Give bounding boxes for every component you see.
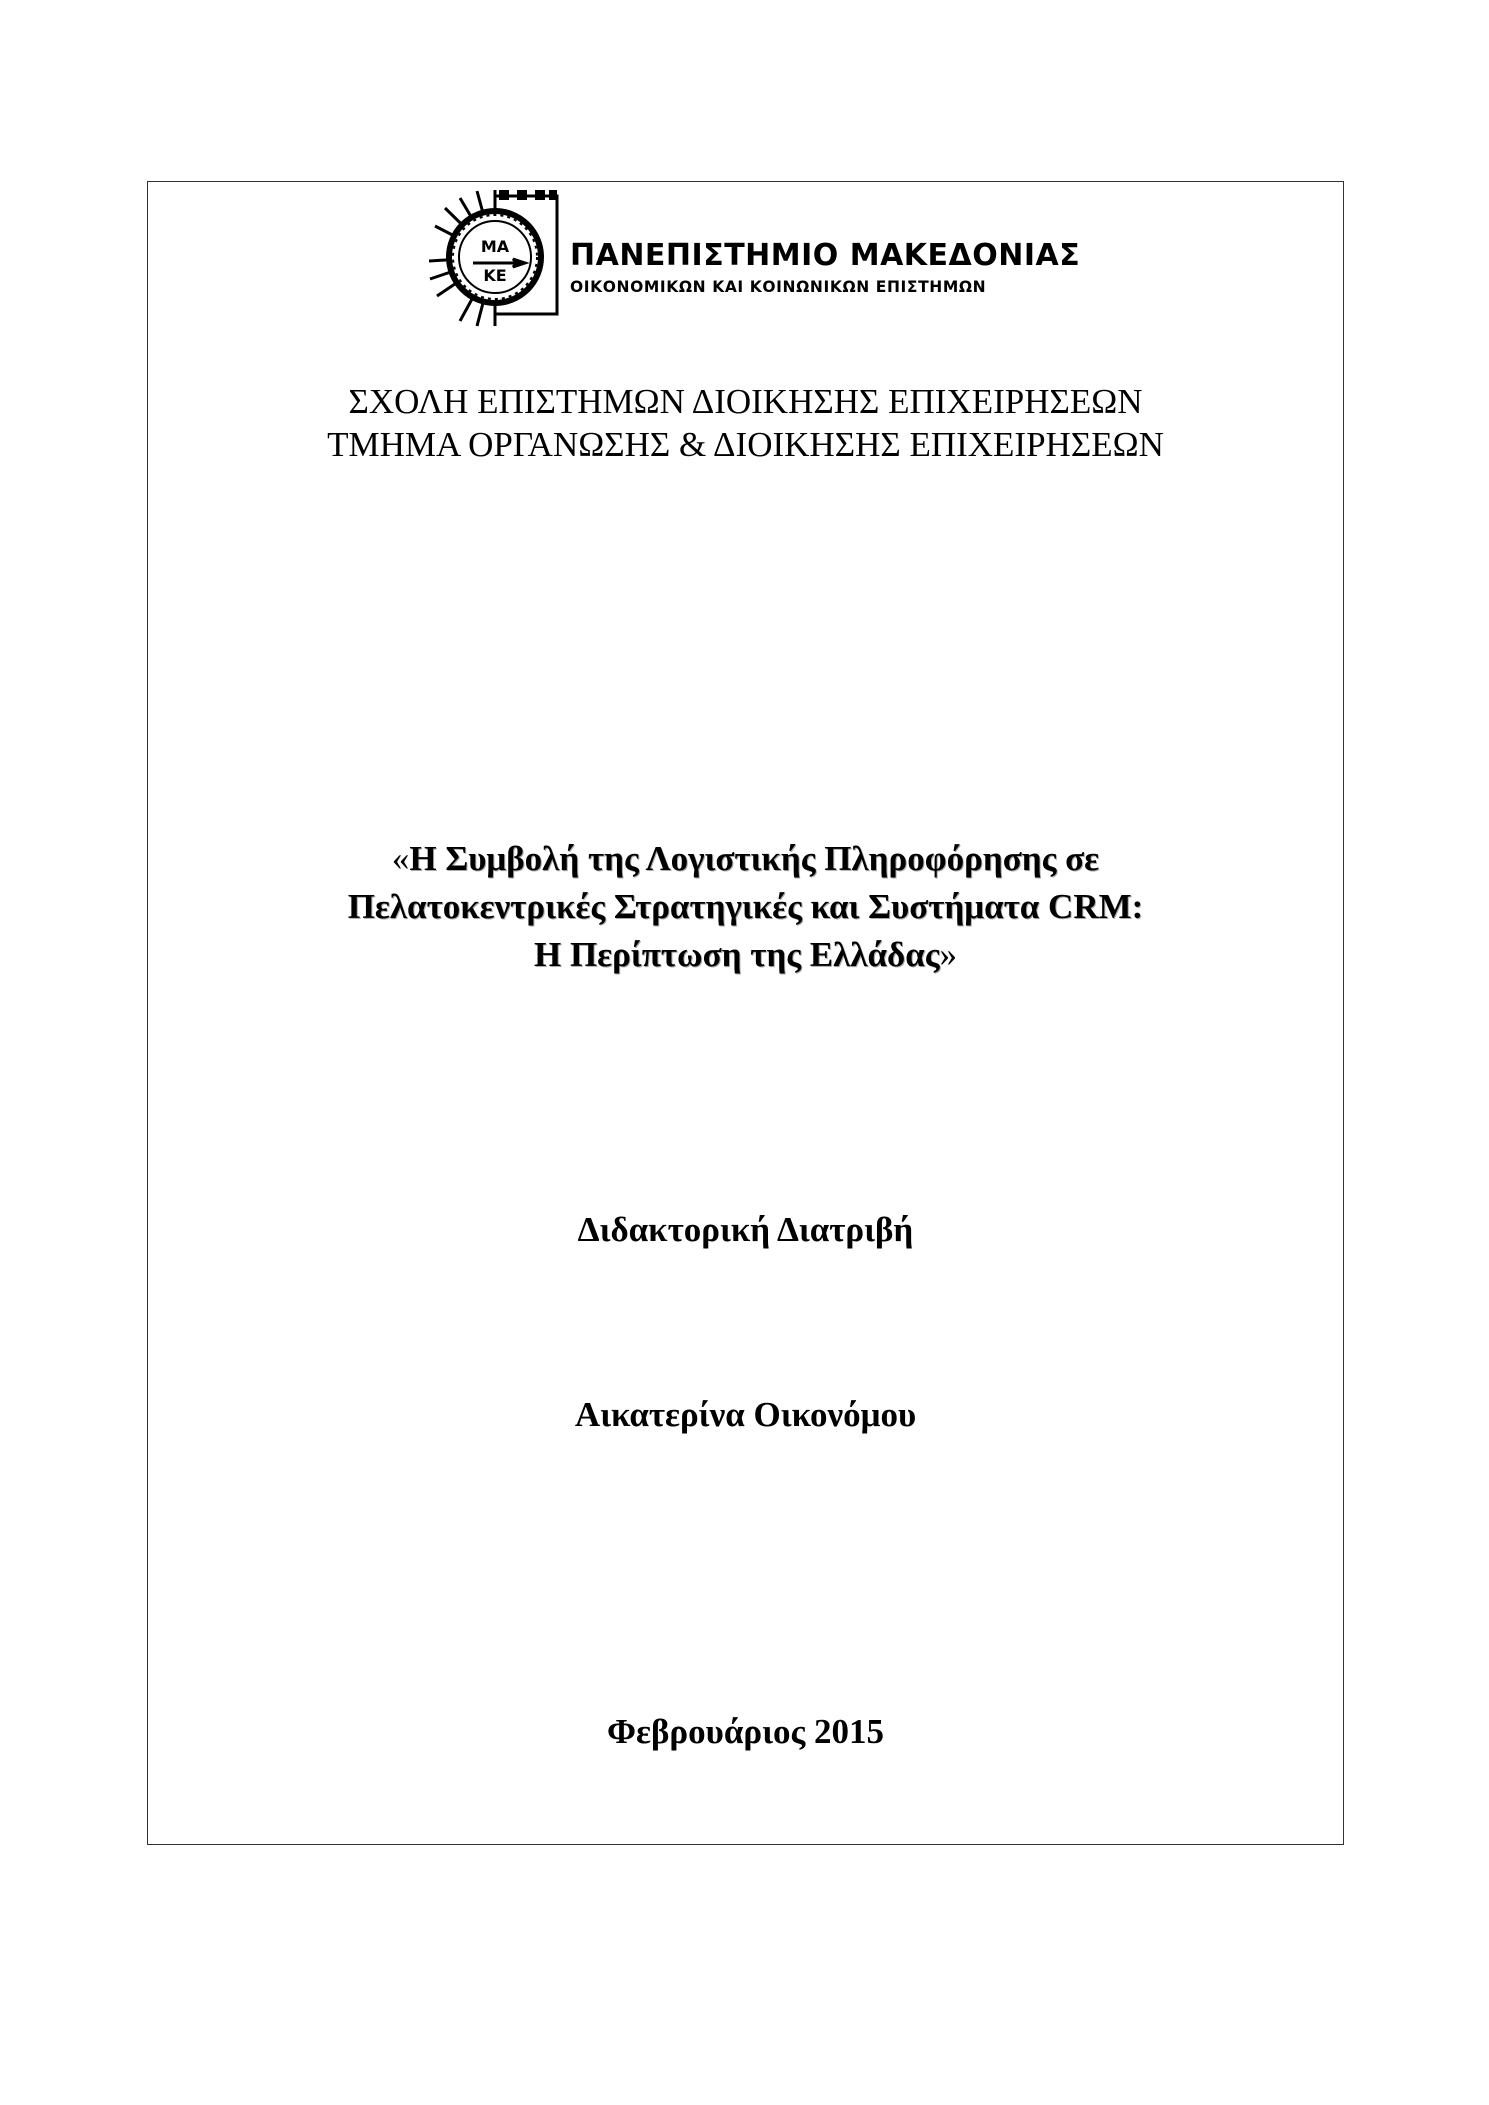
thesis-title-line-1: Η Συμβολή της Λογιστικής Πληροφόρησης σε [409, 839, 1100, 878]
university-seal-icon [425, 186, 565, 328]
school-heading [147, 380, 1344, 466]
svg-text:ΚΕ: ΚΕ [483, 266, 507, 285]
university-name: ΠΑΝΕΠΙΣΤΗΜΙΟ ΜΑΚΕΔΟΝΙΑΣ [570, 238, 1081, 273]
university-logo [425, 186, 1081, 328]
thesis-title-line-2: Πελατοκεντρικές Στρατηγικές και Συστήματα CRM: [347, 887, 1144, 926]
close-quote: » [939, 935, 958, 974]
university-subtitle: ΟΙΚΟΝΟΜΙΚΩΝ ΚΑΙ ΚΟΙΝΩΝΙΚΩΝ ΕΠΙΣΤΗΜΩΝ [570, 278, 987, 296]
school-name: ΣΧΟΛΗ ΕΠΙΣΤΗΜΩΝ ΔΙΟΙΚΗΣΗΣ ΕΠΙΧΕΙΡΗΣΕΩΝ [348, 382, 1143, 421]
thesis-title [147, 835, 1344, 979]
publication-date: Φεβρουάριος 2015 [607, 1712, 884, 1751]
document-type: Διδακτορική Διατριβή [577, 1210, 914, 1249]
svg-text:ΜΑ: ΜΑ [480, 237, 510, 256]
thesis-title-line-3: Η Περίπτωση της Ελλάδας [533, 935, 940, 974]
department-name: ΤΜΗΜΑ ΟΡΓΑΝΩΣΗΣ & ΔΙΟΙΚΗΣΗΣ ΕΠΙΧΕΙΡΗΣΕΩΝ [327, 425, 1164, 464]
author-name: Αικατερίνα Οικονόμου [574, 1395, 917, 1434]
open-quote: « [391, 839, 410, 878]
